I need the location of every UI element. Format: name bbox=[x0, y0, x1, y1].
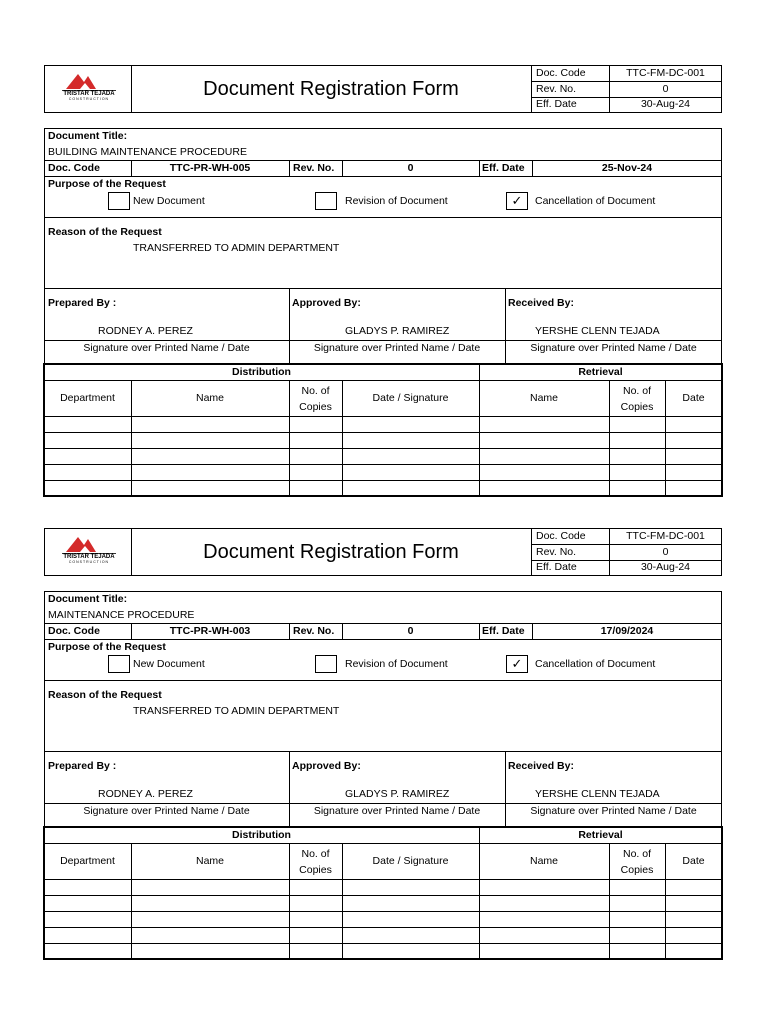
received-by-label: Received By: bbox=[508, 297, 574, 309]
col-name: Name bbox=[195, 392, 224, 404]
doc-code-label: Doc. Code bbox=[48, 625, 100, 637]
prepared-by-caption: Signature over Printed Name / Date bbox=[83, 342, 250, 354]
logo-subtext: CONSTRUCTION bbox=[68, 97, 110, 101]
rev-no-value: 0 bbox=[407, 162, 414, 174]
checkmark-icon bbox=[316, 193, 336, 209]
doc-code-label: Doc. Code bbox=[48, 162, 100, 174]
approved-by-name: GLADYS P. RAMIREZ bbox=[345, 788, 450, 800]
reason-label: Reason of the Request bbox=[48, 689, 162, 701]
col-retrieval-date: Date bbox=[682, 392, 705, 404]
approved-by-label: Approved By: bbox=[292, 297, 361, 309]
header-rev-label: Rev. No. bbox=[536, 83, 577, 95]
cancellation-label: Cancellation of Document bbox=[535, 658, 656, 670]
reason-label: Reason of the Request bbox=[48, 226, 162, 238]
revision-checkbox[interactable] bbox=[315, 655, 337, 673]
document-title-label: Document Title: bbox=[48, 593, 128, 605]
doc-code-value: TTC-PR-WH-003 bbox=[169, 625, 251, 637]
reason-value: TRANSFERRED TO ADMIN DEPARTMENT bbox=[133, 242, 340, 254]
col-department: Department bbox=[60, 855, 115, 867]
logo-text: TRISTAR TEJADA bbox=[63, 91, 115, 97]
company-logo bbox=[58, 533, 120, 567]
checkmark-icon bbox=[109, 656, 129, 672]
header-eff-value: 30-Aug-24 bbox=[640, 98, 691, 110]
cancellation-checkbox[interactable] bbox=[506, 192, 528, 210]
new-document-checkbox[interactable] bbox=[108, 192, 130, 210]
col-retrieval-copies: No. of Copies bbox=[620, 848, 654, 876]
retrieval-header: Retrieval bbox=[578, 829, 623, 841]
distribution-header: Distribution bbox=[232, 366, 291, 378]
document-title-label: Document Title: bbox=[48, 130, 128, 142]
reason-value: TRANSFERRED TO ADMIN DEPARTMENT bbox=[133, 705, 340, 717]
rev-no-label: Rev. No. bbox=[293, 162, 335, 174]
logo-text: TRISTAR TEJADA bbox=[63, 554, 115, 560]
purpose-label: Purpose of the Request bbox=[48, 641, 166, 653]
logo-subtext: CONSTRUCTION bbox=[68, 560, 110, 564]
revision-label: Revision of Document bbox=[345, 658, 448, 670]
cancellation-label: Cancellation of Document bbox=[535, 195, 656, 207]
col-no-of-copies: No. of Copies bbox=[299, 848, 332, 876]
header-doc-code-value: TTC-FM-DC-001 bbox=[626, 530, 705, 542]
approved-by-label: Approved By: bbox=[292, 760, 361, 772]
header-doc-code-label: Doc. Code bbox=[536, 67, 586, 79]
prepared-by-label: Prepared By : bbox=[48, 297, 117, 309]
checkmark-icon bbox=[109, 193, 129, 209]
header-eff-label: Eff. Date bbox=[536, 561, 577, 573]
header-eff-label: Eff. Date bbox=[536, 98, 577, 110]
purpose-label: Purpose of the Request bbox=[48, 178, 166, 190]
col-name: Name bbox=[195, 855, 224, 867]
new-document-label: New Document bbox=[133, 195, 205, 207]
new-document-checkbox[interactable] bbox=[108, 655, 130, 673]
approved-by-caption: Signature over Printed Name / Date bbox=[313, 342, 481, 354]
registration-form bbox=[0, 463, 768, 903]
eff-date-label: Eff. Date bbox=[482, 625, 525, 637]
form-title: Document Registration Form bbox=[203, 78, 459, 100]
approved-by-name: GLADYS P. RAMIREZ bbox=[345, 325, 450, 337]
document-title-value: MAINTENANCE PROCEDURE bbox=[48, 609, 195, 621]
col-department: Department bbox=[60, 392, 115, 404]
received-by-caption: Signature over Printed Name / Date bbox=[530, 805, 697, 817]
header-eff-value: 30-Aug-24 bbox=[640, 561, 691, 573]
received-by-label: Received By: bbox=[508, 760, 574, 772]
prepared-by-caption: Signature over Printed Name / Date bbox=[83, 805, 250, 817]
revision-checkbox[interactable] bbox=[315, 192, 337, 210]
distribution-header: Distribution bbox=[232, 829, 291, 841]
col-retrieval-date: Date bbox=[682, 855, 705, 867]
document-title-value: BUILDING MAINTENANCE PROCEDURE bbox=[48, 146, 247, 158]
eff-date-value: 17/09/2024 bbox=[600, 625, 654, 637]
checkmark-icon: ✓ bbox=[511, 656, 523, 671]
registration-form bbox=[0, 0, 768, 440]
rev-no-label: Rev. No. bbox=[293, 625, 335, 637]
retrieval-header: Retrieval bbox=[578, 366, 623, 378]
received-by-caption: Signature over Printed Name / Date bbox=[530, 342, 697, 354]
prepared-by-name: RODNEY A. PEREZ bbox=[98, 788, 193, 800]
header-rev-value: 0 bbox=[662, 83, 669, 95]
header-doc-code-value: TTC-FM-DC-001 bbox=[626, 67, 705, 79]
cancellation-checkbox[interactable] bbox=[506, 655, 528, 673]
prepared-by-label: Prepared By : bbox=[48, 760, 117, 772]
header-rev-value: 0 bbox=[662, 546, 669, 558]
new-document-label: New Document bbox=[133, 658, 205, 670]
col-no-of-copies: No. of Copies bbox=[299, 385, 332, 413]
col-date-signature: Date / Signature bbox=[372, 855, 449, 867]
company-logo bbox=[58, 70, 120, 104]
eff-date-label: Eff. Date bbox=[482, 162, 525, 174]
approved-by-caption: Signature over Printed Name / Date bbox=[313, 805, 481, 817]
rev-no-value: 0 bbox=[407, 625, 414, 637]
prepared-by-name: RODNEY A. PEREZ bbox=[98, 325, 193, 337]
col-retrieval-name: Name bbox=[529, 392, 558, 404]
received-by-name: YERSHE CLENN TEJADA bbox=[535, 788, 660, 800]
col-date-signature: Date / Signature bbox=[372, 392, 449, 404]
doc-code-value: TTC-PR-WH-005 bbox=[169, 162, 251, 174]
checkmark-icon: ✓ bbox=[511, 193, 523, 208]
header-doc-code-label: Doc. Code bbox=[536, 530, 586, 542]
eff-date-value: 25-Nov-24 bbox=[601, 162, 653, 174]
col-retrieval-copies: No. of Copies bbox=[620, 385, 654, 413]
header-rev-label: Rev. No. bbox=[536, 546, 577, 558]
form-title: Document Registration Form bbox=[203, 541, 459, 563]
revision-label: Revision of Document bbox=[345, 195, 448, 207]
checkmark-icon bbox=[316, 656, 336, 672]
col-retrieval-name: Name bbox=[529, 855, 558, 867]
received-by-name: YERSHE CLENN TEJADA bbox=[535, 325, 660, 337]
